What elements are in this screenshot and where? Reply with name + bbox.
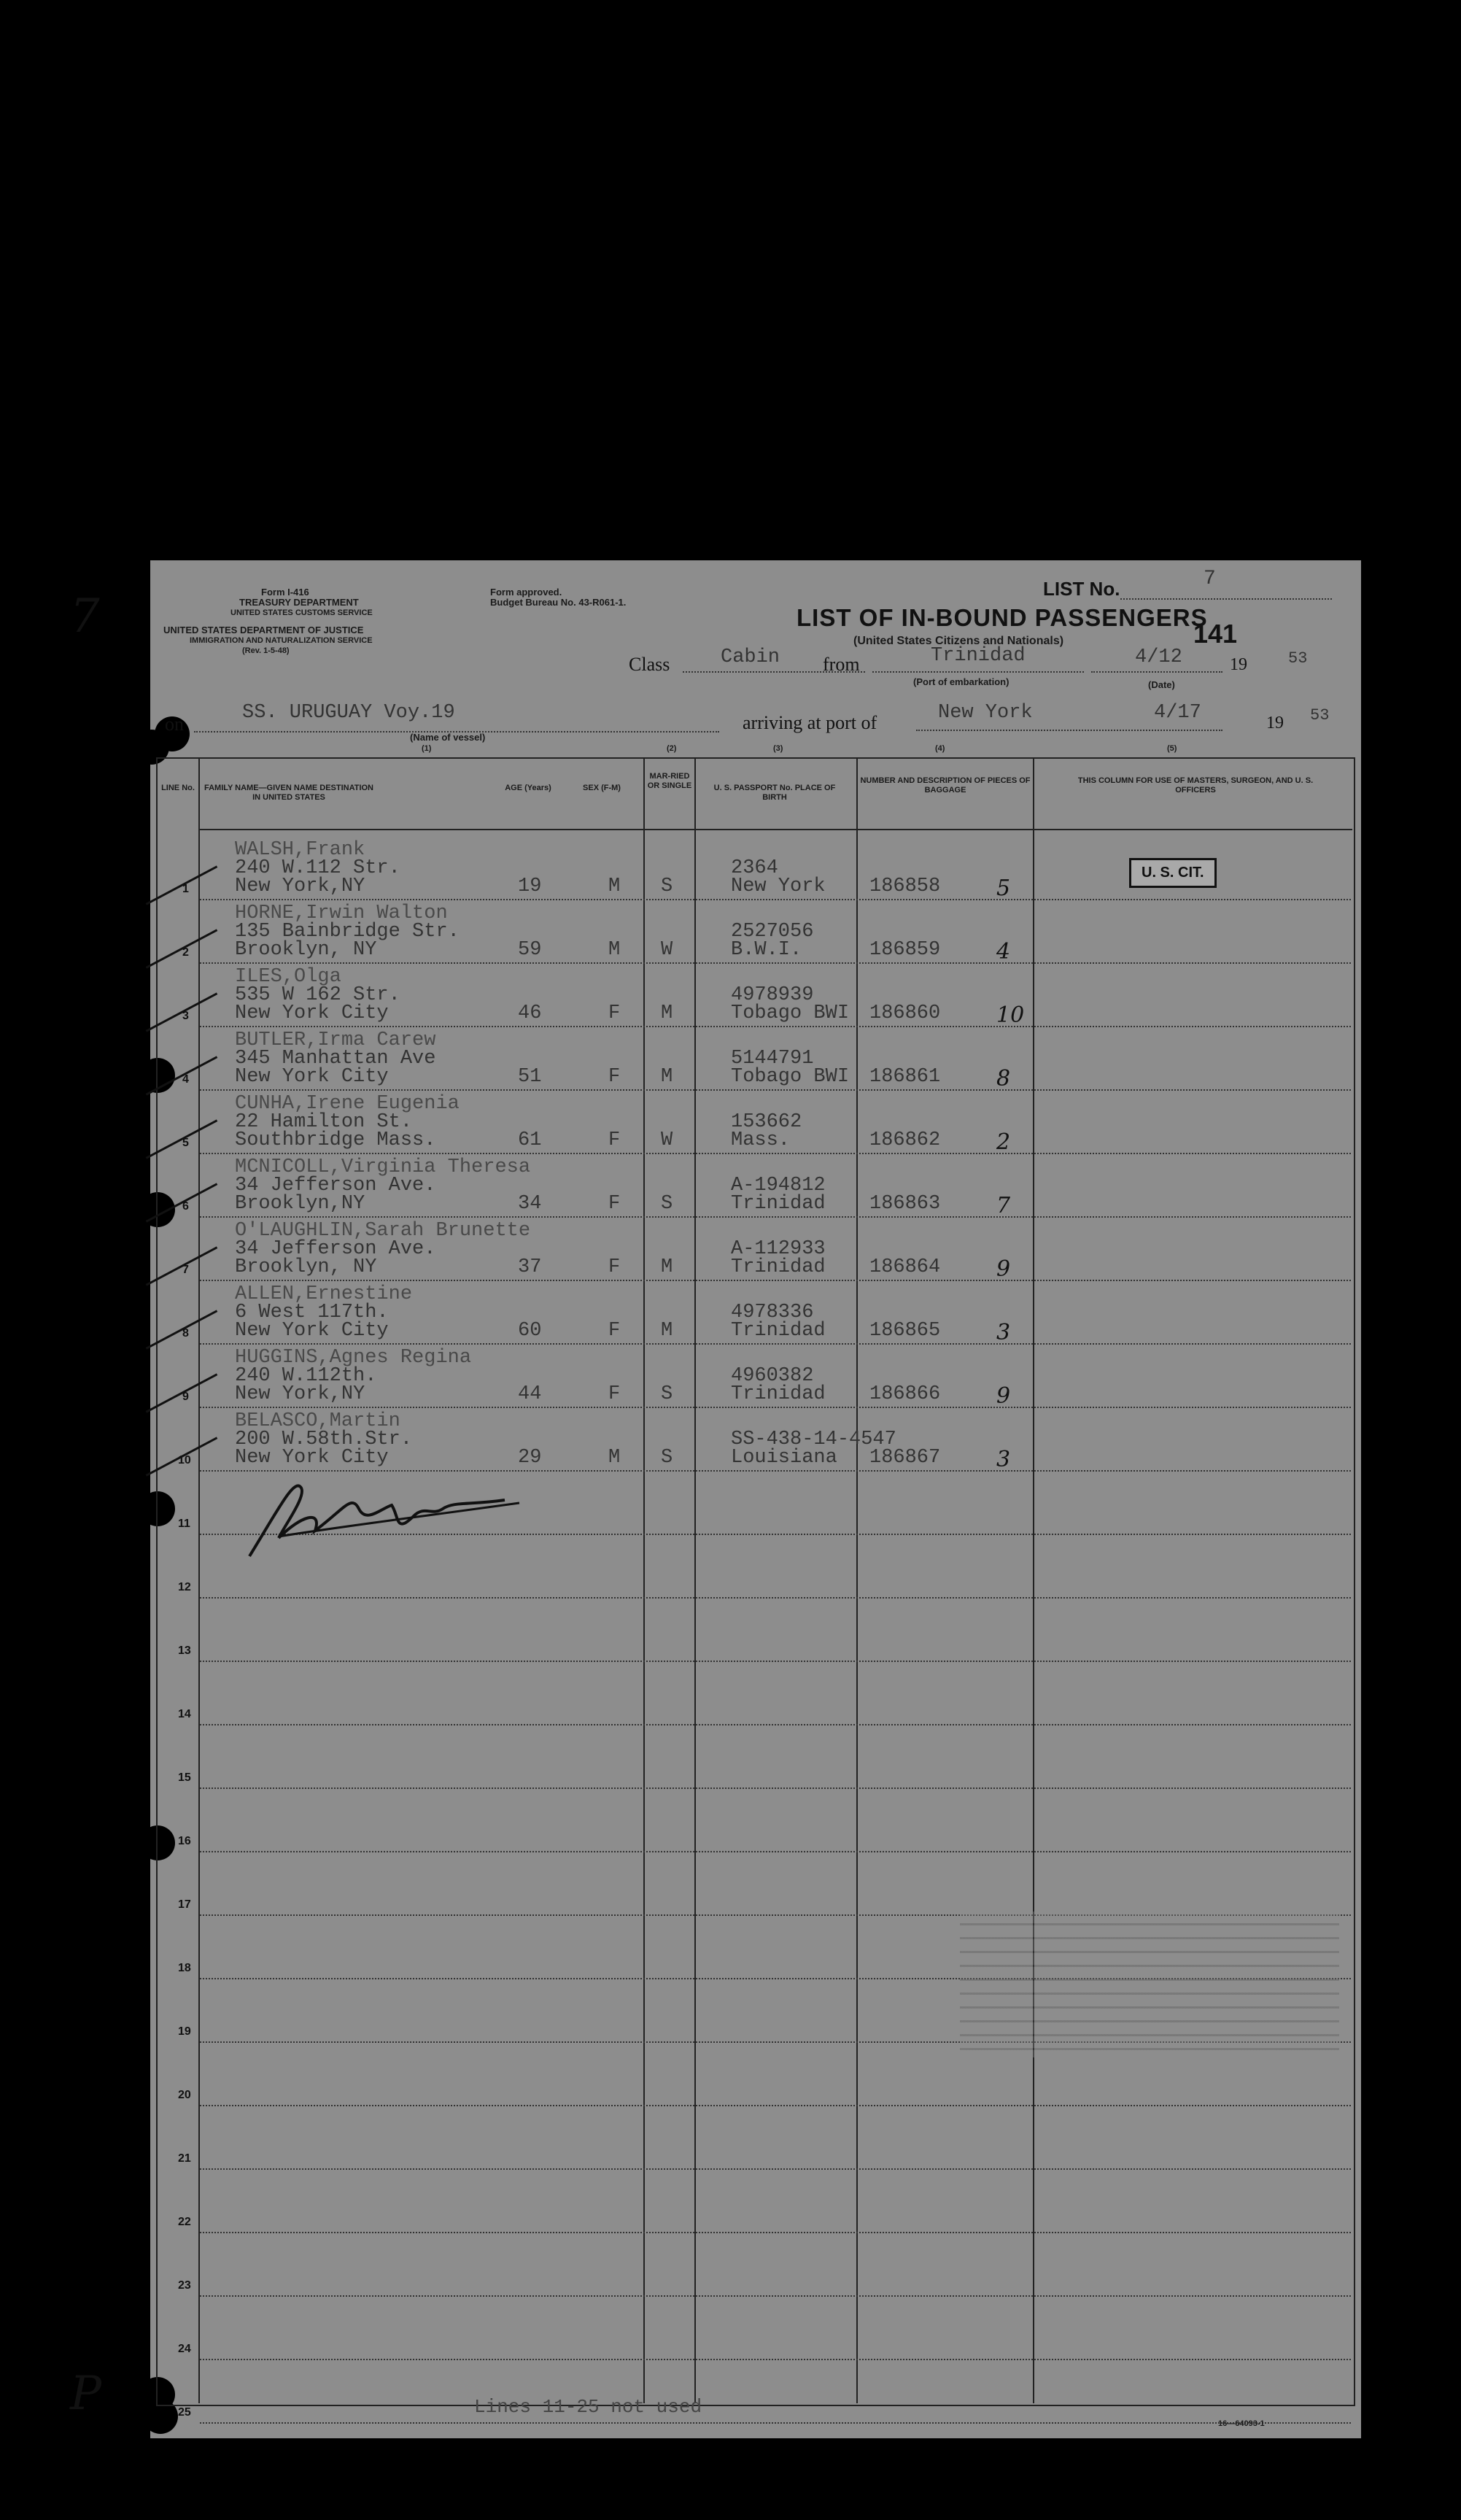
class-label: Class — [629, 654, 670, 675]
row-rule — [200, 1343, 1351, 1345]
line-number: 1 — [182, 883, 189, 895]
passenger-city: New York City — [235, 1066, 389, 1088]
row-rule — [200, 1851, 1351, 1852]
passenger-ticket: 186858 — [869, 876, 941, 897]
embark-date: 4/12 — [1135, 646, 1182, 668]
passenger-passport: 5144791 — [731, 1048, 814, 1070]
line-number: 6 — [182, 1200, 189, 1213]
passenger-passport: A-194812 — [731, 1175, 826, 1197]
passenger-sex: F — [608, 1256, 621, 1278]
line-number: 17 — [178, 1898, 191, 1911]
passenger-sex: M — [608, 939, 621, 961]
line-number: 19 — [178, 2025, 191, 2038]
year-prefix-2: 19 — [1266, 714, 1284, 733]
row-rule — [200, 1216, 1351, 1218]
passenger-marital: S — [661, 1193, 673, 1215]
baggage-head: NUMBER AND DESCRIPTION OF PIECES OF BAGGAGE — [860, 776, 1031, 795]
passenger-passport: A-112933 — [731, 1238, 826, 1260]
line-no-head: LINE No. — [161, 784, 195, 792]
passenger-ticket: 186863 — [869, 1193, 941, 1215]
passenger-marital: M — [661, 1320, 673, 1342]
passenger-birth: Trinidad — [731, 1256, 826, 1278]
line-number: 15 — [178, 1771, 191, 1784]
arrival-port: New York — [938, 702, 1033, 724]
ins-label: IMMIGRATION AND NATURALIZATION SERVICE — [190, 636, 373, 645]
passenger-marital: S — [661, 1447, 673, 1469]
passenger-ticket: 186860 — [869, 1002, 941, 1024]
row-rule — [200, 1661, 1351, 1662]
passenger-passport: 4978336 — [731, 1302, 814, 1323]
passenger-age: 37 — [518, 1256, 542, 1278]
column-divider — [856, 759, 858, 2403]
from-label: from — [823, 654, 860, 675]
line-number: 13 — [178, 1644, 191, 1657]
list-no-line — [1120, 598, 1332, 600]
passenger-pieces: 3 — [996, 1320, 1011, 1345]
line-number: 2 — [182, 946, 189, 959]
line-number: 20 — [178, 2089, 191, 2101]
passenger-age: 44 — [518, 1383, 542, 1405]
passenger-street: 200 W.58th.Str. — [235, 1429, 413, 1450]
passenger-city: Brooklyn, NY — [235, 939, 377, 961]
lines-not-used-note: Lines 11-25 not used — [474, 2396, 702, 2418]
on-label: on — [165, 714, 184, 735]
passport-head: U. S. PASSPORT No. PLACE OF BIRTH — [713, 784, 836, 802]
treasury-label: TREASURY DEPARTMENT — [239, 597, 359, 608]
line-number: 12 — [178, 1581, 191, 1593]
column-number-3: (3) — [773, 744, 783, 753]
line-number: 10 — [178, 1454, 191, 1466]
passenger-birth: Tobago BWI — [731, 1066, 850, 1088]
line-number: 5 — [182, 1137, 189, 1149]
passenger-street: 22 Hamilton St. — [235, 1111, 413, 1133]
passenger-city: New York City — [235, 1447, 389, 1469]
form-approved: Form approved. — [490, 587, 562, 598]
passenger-age: 19 — [518, 876, 542, 897]
row-rule — [200, 1026, 1351, 1027]
us-cit-stamp: U. S. CIT. — [1129, 858, 1217, 888]
passenger-sex: F — [608, 1320, 621, 1342]
date-caption: (Date) — [1148, 679, 1175, 690]
line-number: 9 — [182, 1391, 189, 1403]
row-rule — [200, 1787, 1351, 1789]
passenger-name: WALSH,Frank — [235, 839, 365, 861]
passenger-street: 240 W.112th. — [235, 1365, 377, 1387]
manifest-sheet — [70, 560, 1361, 2438]
column-divider — [1033, 759, 1034, 2403]
age-head: AGE (Years) — [505, 784, 551, 792]
embark-date-line — [1091, 671, 1222, 673]
year-prefix-1: 19 — [1230, 655, 1247, 674]
line-number: 16 — [178, 1835, 191, 1847]
passenger-passport: 2364 — [731, 857, 778, 879]
passenger-ticket: 186861 — [869, 1066, 941, 1088]
passenger-sex: F — [608, 1193, 621, 1215]
passenger-age: 59 — [518, 939, 542, 961]
passenger-age: 46 — [518, 1002, 542, 1024]
column-divider — [694, 759, 696, 2403]
passenger-street: 240 W.112 Str. — [235, 857, 400, 879]
row-rule — [200, 1407, 1351, 1408]
row-rule — [200, 1153, 1351, 1154]
row-rule — [200, 2232, 1351, 2233]
passenger-marital: W — [661, 939, 673, 961]
passenger-sex: F — [608, 1129, 621, 1151]
passenger-marital: M — [661, 1256, 673, 1278]
passenger-street: 6 West 117th. — [235, 1302, 389, 1323]
line-number: 14 — [178, 1708, 191, 1720]
passenger-pieces: 8 — [996, 1066, 1011, 1091]
budget-bureau: Budget Bureau No. 43-R061-1. — [490, 597, 627, 608]
passenger-marital: S — [661, 1383, 673, 1405]
form-subtitle: (United States Citizens and Nationals) — [853, 635, 1064, 647]
passenger-name: ILES,Olga — [235, 966, 341, 988]
row-rule — [200, 2168, 1351, 2170]
passenger-city: Brooklyn,NY — [235, 1193, 365, 1215]
passenger-birth: New York — [731, 876, 826, 897]
passenger-pieces: 9 — [996, 1383, 1011, 1409]
passenger-name: CUNHA,Irene Eugenia — [235, 1093, 460, 1115]
row-rule — [200, 899, 1351, 900]
officers-head: THIS COLUMN FOR USE OF MASTERS, SURGEON, AND U. S. OFFICERS — [1077, 776, 1314, 795]
passenger-age: 34 — [518, 1193, 542, 1215]
arrival-line — [916, 730, 1222, 731]
passenger-birth: B.W.I. — [731, 939, 802, 961]
passenger-ticket: 186859 — [869, 939, 941, 961]
vessel-name: SS. URUGUAY Voy.19 — [242, 702, 455, 724]
column-number-5: (5) — [1167, 744, 1177, 753]
marital-head: MAR-RIED OR SINGLE — [647, 772, 692, 790]
row-rule — [200, 2359, 1351, 2360]
year-suffix-1: 53 — [1288, 649, 1308, 668]
passenger-sex: F — [608, 1383, 621, 1405]
oath-text-bleed — [960, 1912, 1339, 2057]
row-rule — [200, 2295, 1351, 2297]
arrival-date: 4/17 — [1154, 702, 1201, 724]
passenger-birth: Trinidad — [731, 1320, 826, 1342]
line-number: 24 — [178, 2343, 191, 2355]
revision-label: (Rev. 1-5-48) — [242, 646, 290, 655]
passenger-birth: Trinidad — [731, 1383, 826, 1405]
passenger-passport: 2527056 — [731, 921, 814, 943]
row-rule — [200, 1089, 1351, 1091]
passenger-marital: M — [661, 1002, 673, 1024]
passenger-marital: W — [661, 1129, 673, 1151]
passenger-city: New York,NY — [235, 1383, 365, 1405]
passenger-name: ALLEN,Ernestine — [235, 1283, 413, 1305]
passenger-name: HORNE,Irwin Walton — [235, 903, 448, 924]
passenger-pieces: 9 — [996, 1256, 1011, 1282]
line-number: 25 — [178, 2406, 191, 2419]
passenger-pieces: 7 — [996, 1193, 1011, 1218]
row-rule — [200, 2105, 1351, 2106]
passenger-city: New York City — [235, 1320, 389, 1342]
row-rule — [200, 1597, 1351, 1599]
passenger-age: 61 — [518, 1129, 542, 1151]
passenger-pieces: 2 — [996, 1129, 1011, 1155]
line-number: 11 — [178, 1518, 190, 1530]
passenger-sex: M — [608, 1447, 621, 1469]
passenger-street: 535 W 162 Str. — [235, 984, 400, 1006]
row-rule — [200, 962, 1351, 964]
passenger-name: O'LAUGHLIN,Sarah Brunette — [235, 1220, 531, 1242]
from-value: Trinidad — [931, 645, 1026, 667]
class-value: Cabin — [721, 646, 780, 668]
passenger-name: MCNICOLL,Virginia Theresa — [235, 1156, 531, 1178]
passenger-street: 34 Jefferson Ave. — [235, 1238, 436, 1260]
passenger-street: 34 Jefferson Ave. — [235, 1175, 436, 1197]
row-rule — [200, 2422, 1351, 2424]
passenger-birth: Louisiana — [731, 1447, 837, 1469]
customs-label: UNITED STATES CUSTOMS SERVICE — [230, 608, 373, 617]
line-number: 8 — [182, 1327, 189, 1340]
corner-mark-top: 7 — [70, 590, 100, 643]
row-rule — [200, 1724, 1351, 1725]
passenger-pieces: 3 — [996, 1447, 1011, 1472]
passenger-passport: SS-438-14-4547 — [731, 1429, 896, 1450]
line-number: 3 — [182, 1010, 189, 1022]
passenger-age: 60 — [518, 1320, 542, 1342]
passenger-ticket: 186862 — [869, 1129, 941, 1151]
passenger-marital: S — [661, 876, 673, 897]
line-number: 4 — [182, 1073, 189, 1086]
list-no-label: LIST No. — [1043, 578, 1120, 600]
passenger-name: BELASCO,Martin — [235, 1410, 400, 1432]
stamp-number: 141 — [1193, 619, 1238, 649]
passenger-passport: 4960382 — [731, 1365, 814, 1387]
passenger-city: Southbridge Mass. — [235, 1129, 436, 1151]
passenger-street: 345 Manhattan Ave — [235, 1048, 436, 1070]
passenger-sex: F — [608, 1002, 621, 1024]
passenger-pieces: 10 — [996, 1002, 1025, 1028]
column-divider — [198, 759, 200, 2403]
header-divider — [198, 829, 1352, 830]
passenger-name: BUTLER,Irma Carew — [235, 1029, 436, 1051]
passenger-ticket: 186864 — [869, 1256, 941, 1278]
passenger-birth: Trinidad — [731, 1193, 826, 1215]
passenger-ticket: 186866 — [869, 1383, 941, 1405]
line-number: 23 — [178, 2279, 191, 2292]
passenger-passport: 4978939 — [731, 984, 814, 1006]
line-number: 21 — [178, 2152, 191, 2165]
passenger-age: 29 — [518, 1447, 542, 1469]
passenger-name: HUGGINS,Agnes Regina — [235, 1347, 472, 1369]
form-title: LIST OF IN-BOUND PASSENGERS — [797, 604, 1208, 631]
passenger-city: Brooklyn, NY — [235, 1256, 377, 1278]
arriving-label: arriving at port of — [743, 712, 877, 733]
year-suffix-2: 53 — [1310, 706, 1330, 724]
list-no-value: 7 — [1204, 568, 1216, 590]
passenger-street: 135 Bainbridge Str. — [235, 921, 460, 943]
passenger-sex: M — [608, 876, 621, 897]
passenger-sex: F — [608, 1066, 621, 1088]
passenger-passport: 153662 — [731, 1111, 802, 1133]
column-divider — [643, 759, 645, 2403]
row-rule — [200, 1280, 1351, 1281]
column-number-4: (4) — [935, 744, 945, 753]
sex-head: SEX (F-M) — [583, 784, 621, 792]
column-number-1: (1) — [422, 744, 432, 753]
line-number: 7 — [182, 1264, 189, 1276]
passenger-pieces: 5 — [996, 876, 1011, 901]
column-number-2: (2) — [667, 744, 677, 753]
print-code: 16—64093-1 — [1218, 2419, 1265, 2428]
passenger-birth: Tobago BWI — [731, 1002, 850, 1024]
line-number: 18 — [178, 1962, 191, 1974]
master-signature — [235, 1465, 527, 1567]
line-number: 22 — [178, 2216, 191, 2228]
passenger-city: New York City — [235, 1002, 389, 1024]
from-line — [872, 671, 1084, 673]
passenger-marital: M — [661, 1066, 673, 1088]
passenger-pieces: 4 — [996, 939, 1011, 965]
embarkation-caption: (Port of embarkation) — [913, 676, 1009, 687]
vessel-caption: (Name of vessel) — [410, 732, 486, 743]
passenger-ticket: 186867 — [869, 1447, 941, 1469]
passenger-birth: Mass. — [731, 1129, 791, 1151]
passenger-city: New York,NY — [235, 876, 365, 897]
passenger-ticket: 186865 — [869, 1320, 941, 1342]
passenger-age: 51 — [518, 1066, 542, 1088]
corner-mark-bottom: P — [70, 2367, 102, 2421]
form-number: Form I-416 — [261, 587, 309, 598]
name-head: FAMILY NAME—GIVEN NAME DESTINATION IN UNITED STATES — [204, 784, 374, 802]
justice-label: UNITED STATES DEPARTMENT OF JUSTICE — [163, 625, 364, 635]
